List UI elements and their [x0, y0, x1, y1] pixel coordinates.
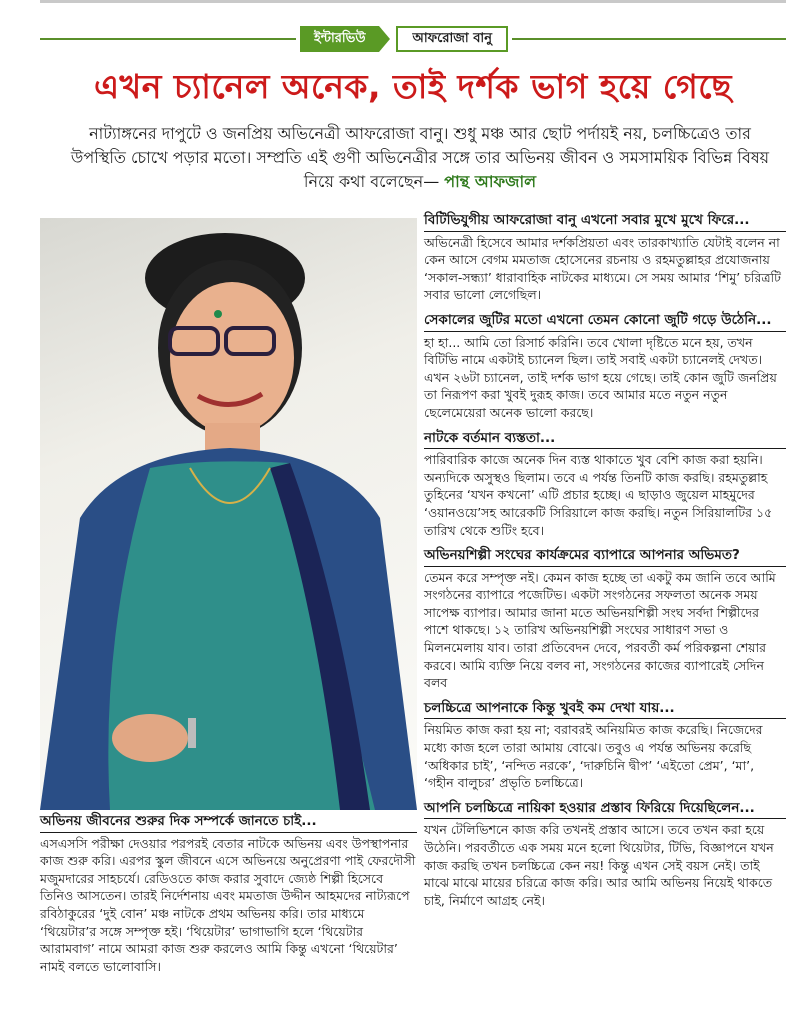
subject-name-tag: আফরোজা বানু: [396, 26, 508, 52]
bindi: [214, 310, 222, 318]
answer-paragraph: যখন টেলিভিশনে কাজ করি তখনই প্রস্তাব আসে। তবে তখন করা হয়ে উঠেনি। পরবর্তীতে এক সময় মনে হলো থিয়েটার, টিভি, বিজ্ঞাপনে যখন কাজ করছি তখন চলচ্চিত্রে কেন নয়! কিন্তু এখন সেই বয়স নেই। তাই মাঝে মাঝে মায়ের চরিত্রে কাজ করি। আর আমি অভিনয় নিয়েই থাকতে চাই, নির্মাণে আগ্রহ নেই।: [424, 822, 774, 908]
question-heading: বিটিভিযুগীয় আফরোজা বানু এখনো সবার মুখে মুখে ফিরে...: [424, 212, 786, 232]
answer-paragraph: তেমন করে সম্পৃক্ত নই। কেমন কাজ হচ্ছে তা একটু কম জানি তবে আমি সংগঠনের ব্যাপারে পজেটিভ। একটা সংগঠনের সফলতা অনেক সময় সাপেক্ষ ব্যাপার। আমার জানা মতে অভিনয়শিল্পী সংঘ সর্বদা শিল্পীদের পাশে থাকছে। ১২ তারিখ অভিনয়শিল্পী সংঘের সাধারণ সভা ও মিলনমেলায় যাব। তারা প্রতিবেদন দেবে, পরবর্তী কর্ম পরিকল্পনা শেয়ার করবে। আমি ব্যক্তি নিয়ে বলব না, সংগঠনের কাজের ব্যাপারেই সেদিন বলব: [424, 569, 776, 691]
answer-paragraph: হা হা... আমি তো রিসার্চ করিনি। তবে খোলা দৃষ্টিতে মনে হয়, তখন বিটিভি নামে একটাই চ্যানেল ছিল। তাই সবাই একটা চ্যানেলই দেখত। এখন ২৬টা চ্যানেল, তাই দর্শক ভাগ হয়ে গেছে। তাই কোন জুটি জনপ্রিয় তা নিরূপণ করা খুবই দুরূহ কাজ। তবে আমার মতে নতুন নতুন ছেলেমেয়েরা অনেক ভালো করছে।: [424, 334, 777, 420]
hands: [112, 714, 188, 762]
face: [170, 282, 294, 434]
bracelet: [188, 718, 196, 748]
intro-paragraph: [70, 122, 770, 194]
right-column: [424, 212, 786, 917]
left-column: [40, 813, 417, 983]
question-heading: নাটকে বর্তমান ব্যস্ততা...: [424, 430, 786, 450]
answer-paragraph: পারিবারিক কাজে অনেক দিন ব্যস্ত থাকাতে খুব বেশি কাজ করা হয়নি। অন্যদিকে অসুস্থও ছিলাম। তবে এ পর্যন্ত তিনটি কাজ করছি। রহমতুল্লাহ তুহিনের ‘যখন কখনো’ এটি প্রচার হচ্ছে। এ ছাড়াও জুয়েল মাহমুদের ‘ওয়ানওয়ে’সহ আরেকটি সিরিয়ালে কাজ করছি। নতুন সিরিয়ালটির ১৫ তারিখ থেকে শুটিং হবে।: [424, 452, 773, 538]
portrait-illustration: [40, 218, 417, 810]
question-heading: অভিনয়শিল্পী সংঘের কার্যক্রমের ব্যাপারে আপনার অভিমত?: [424, 547, 786, 567]
question-heading: সেকালের জুটির মতো এখনো তেমন কোনো জুটি গড়ে উঠেনি...: [424, 312, 786, 332]
section-tag: ইন্টারভিউ: [300, 26, 379, 52]
answer-paragraph: অভিনেত্রী হিসেবে আমার দর্শকপ্রিয়তা এবং তারকাখ্যাতি যেটাই বলেন না কেন আসে বেগম মমতাজ হোসেনের রচনায় ও রহমতুল্লাহর প্রযোজনায় ‘সকাল-সন্ধ্যা’ ধারাবাহিক নাটকের মাধ্যমে। সে সময় আমার ‘শিমু’ চরিত্রটি সবার ভালো লেগেছিল।: [424, 234, 781, 303]
question-heading: আপনি চলচ্চিত্রে নায়িকা হওয়ার প্রস্তাব ফিরিয়ে দিয়েছিলেন...: [424, 800, 786, 820]
portrait-photo: [40, 218, 417, 810]
banner-arrow: [379, 26, 390, 52]
section-banner: [296, 26, 512, 52]
headline: এখন চ্যানেল অনেক, তাই দর্শক ভাগ হয়ে গেছে: [93, 67, 733, 106]
byline: পান্থ আফজাল: [444, 172, 537, 191]
question-heading: অভিনয় জীবনের শুরুর দিক সম্পর্কে জানতে চাই...: [40, 813, 417, 833]
answer-paragraph: নিয়মিত কাজ করা হয় না; বরাবরই অনিয়মিত কাজ করেছি। নিজেদের মধ্যে কাজ হলে তারা আমায় বোঝে। তবুও এ পর্যন্ত অভিনয় করেছি ‘অধিকার চাই’, ‘নন্দিত নরকে’, ‘দারুচিনি দ্বীপ’ ‘এইতো প্রেম’, ‘মা’, ‘গহীন বালুচর’ প্রভৃতি চলচ্চিত্রে।: [424, 722, 763, 791]
answer-paragraph: এসএসসি পরীক্ষা দেওয়ার পরপরই বেতার নাটকে অভিনয় এবং উপস্থাপনার কাজ শুরু করি। এরপর স্কুল জীবনে এসে অভিনয়ে অনুপ্রেরণা পাই ফেরদৌসী মজুমদারের সাহচর্যে। রেডিওতে কাজ করার সুবাদে জ্যেষ্ঠ শিল্পী হিসেবে তিনিও আসতেন। তারই নির্দেশনায় এবং মমতাজ উদ্দীন আহমদের নাট্যরূপে রবিঠাকুরের ‘দুই বোন’ মঞ্চ নাটকে প্রথম অভিনয় করি। তার মাধ্যমে ‘থিয়েটার’র সঙ্গে সম্পৃক্ত হই। ‘থিয়েটার’ ভাগাভাগি হলে ‘থিয়েটার আরামবাগ’ নামে আমরা কাজ শুরু করলেও আমি কিন্তু এখনো ‘থিয়েটার’ নামই বলতে ভালোবাসি।: [40, 835, 416, 974]
question-heading: চলচ্চিত্রে আপনাকে কিন্তু খুবই কম দেখা যায়...: [424, 700, 786, 720]
top-rule: [40, 0, 786, 3]
intro-text: নাট্যাঙ্গনের দাপুটে ও জনপ্রিয় অভিনেত্রী আফরোজা বানু। শুধু মঞ্চ আর ছোট পর্দায়ই নয়, চলচ্চিত্রেও তার উপস্থিতি চোখে পড়ার মতো। সম্প্রতি এই গুণী অভিনেত্রীর সঙ্গে তার অভিনয় জীবন ও সমসাময়িক বিভিন্ন বিষয় নিয়ে কথা বলেছেন—: [70, 124, 770, 191]
